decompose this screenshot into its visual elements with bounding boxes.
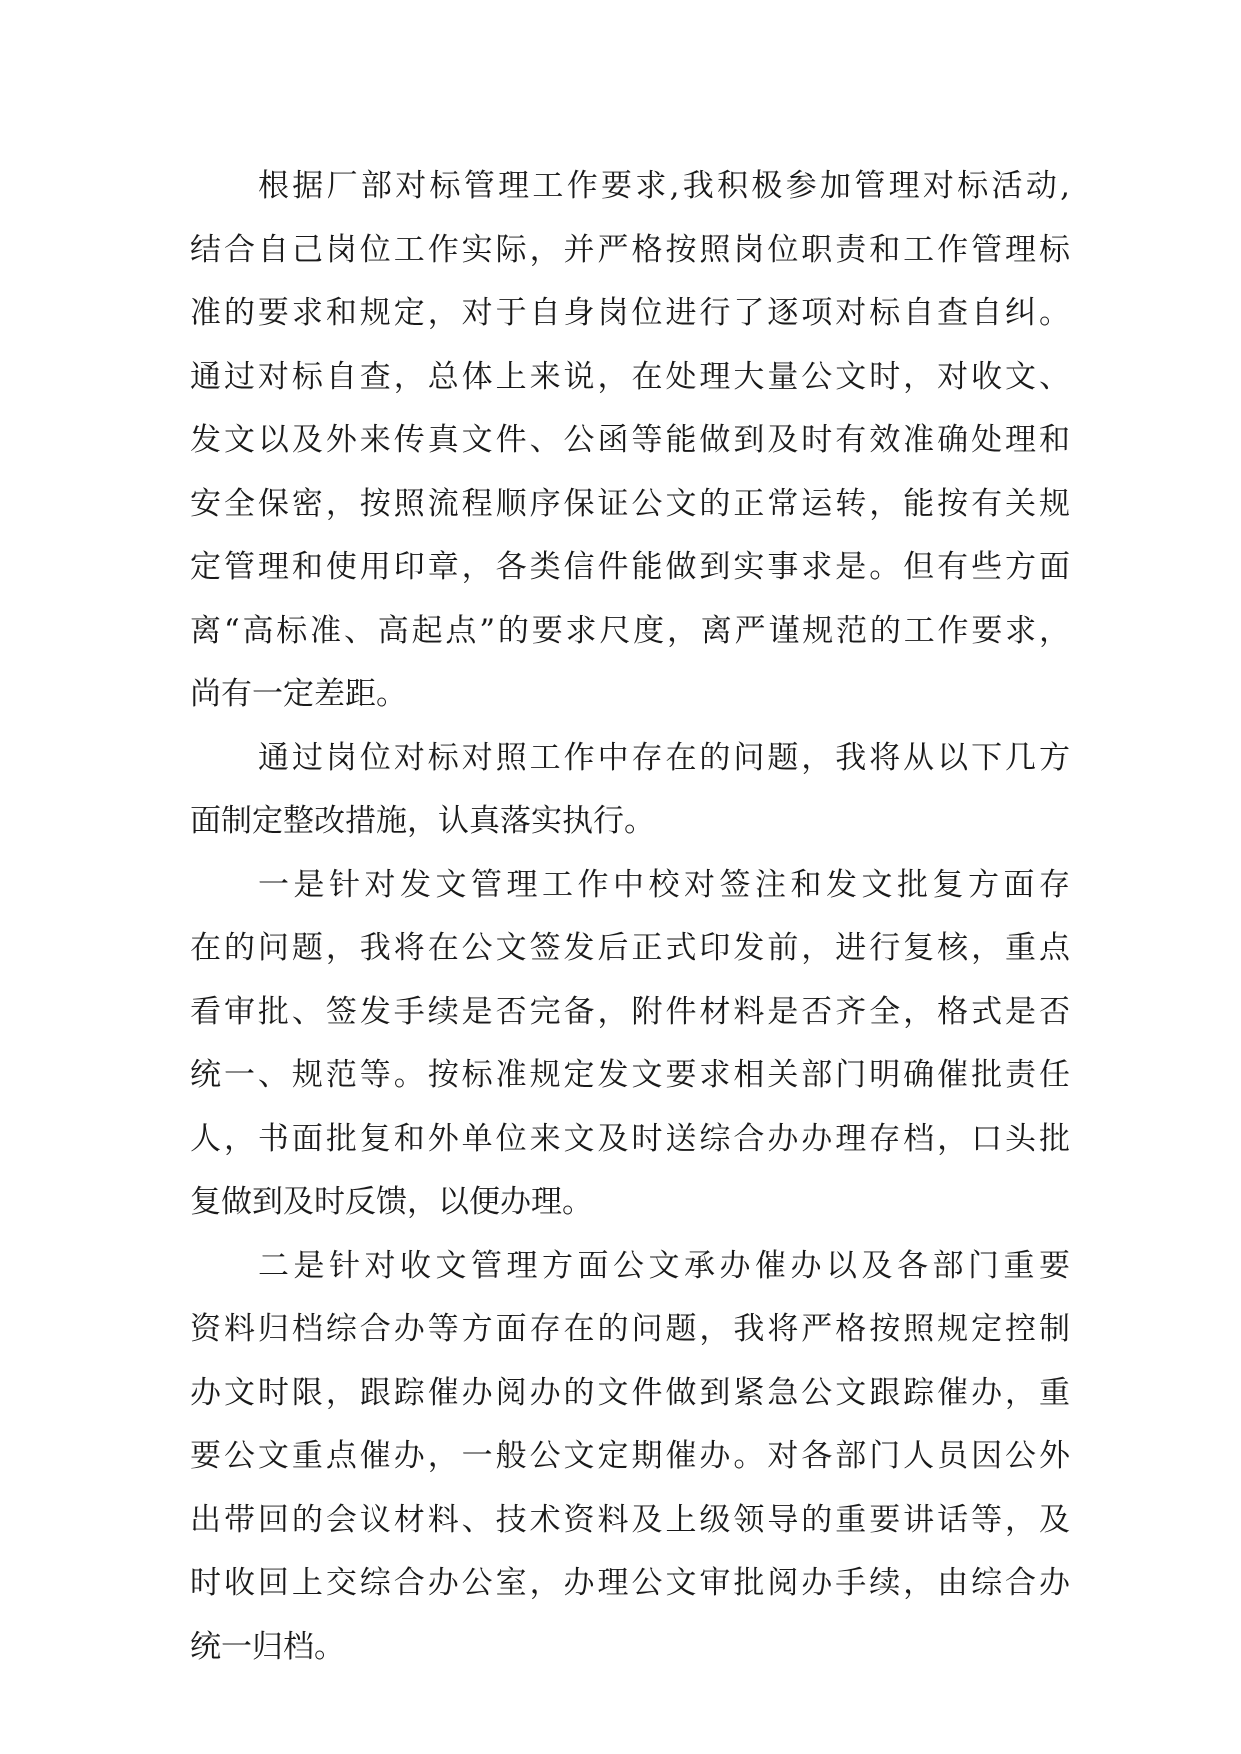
text-line: 准的要求和规定，对于自身岗位进行了逐项对标自查自纠。	[190, 295, 1070, 331]
text-line: 通过岗位对标对照工作中存在的问题，我将从以下几方	[258, 739, 1070, 776]
text-line: 面制定整改措施，认真落实执行。	[190, 803, 655, 839]
text-line: 一是针对发文管理工作中校对签注和发文批复方面存	[258, 866, 1070, 903]
paragraph-benchmark-summary	[190, 155, 1070, 727]
text-line: 时收回上交综合办公室，办理公文审批阅办手续，由综合办	[190, 1565, 1070, 1601]
text-line: 在的问题，我将在公文签发后正式印发前，进行复核，重点	[190, 930, 1070, 966]
text-line: 发文以及外来传真文件、公函等能做到及时有效准确处理和	[190, 422, 1070, 458]
text-line: 办文时限，跟踪催办阅办的文件做到紧急公文跟踪催办，重	[190, 1374, 1070, 1411]
text-line: 尚有一定差距。	[190, 676, 407, 712]
paragraph-incoming-document-measures	[190, 1235, 1070, 1680]
text-line: 资料归档综合办等方面存在的问题，我将严格按照规定控制	[190, 1311, 1070, 1347]
text-line: 定管理和使用印章，各类信件能做到实事求是。但有些方面	[190, 549, 1070, 585]
text-line: 人，书面批复和外单位来文及时送综合办办理存档，口头批	[190, 1120, 1070, 1157]
text-line: 根据厂部对标管理工作要求,我积极参加管理对标活动,	[258, 168, 1070, 204]
text-line: 安全保密，按照流程顺序保证公文的正常运转，能按有关规	[190, 485, 1070, 522]
text-line: 离“高标准、高起点”的要求尺度，离严谨规范的工作要求，	[190, 612, 1070, 649]
paragraph-outgoing-document-measures	[190, 854, 1070, 1235]
document-body	[190, 155, 1070, 1679]
text-line: 出带回的会议材料、技术资料及上级领导的重要讲话等，及	[190, 1501, 1070, 1538]
text-line: 要公文重点催办，一般公文定期催办。对各部门人员因公外	[190, 1438, 1070, 1474]
text-line: 统一、规范等。按标准规定发文要求相关部门明确催批责任	[190, 1057, 1070, 1093]
text-line: 结合自己岗位工作实际，并严格按照岗位职责和工作管理标	[190, 231, 1070, 268]
text-line: 复做到及时反馈，以便办理。	[190, 1184, 593, 1220]
paragraph-rectification-intro	[190, 727, 1070, 854]
text-line: 看审批、签发手续是否完备，附件材料是否齐全，格式是否	[190, 993, 1070, 1030]
text-line: 二是针对收文管理方面公文承办催办以及各部门重要	[258, 1247, 1070, 1284]
text-line: 统一归档。	[190, 1628, 345, 1665]
text-line: 通过对标自查，总体上来说，在处理大量公文时，对收文、	[190, 358, 1070, 395]
